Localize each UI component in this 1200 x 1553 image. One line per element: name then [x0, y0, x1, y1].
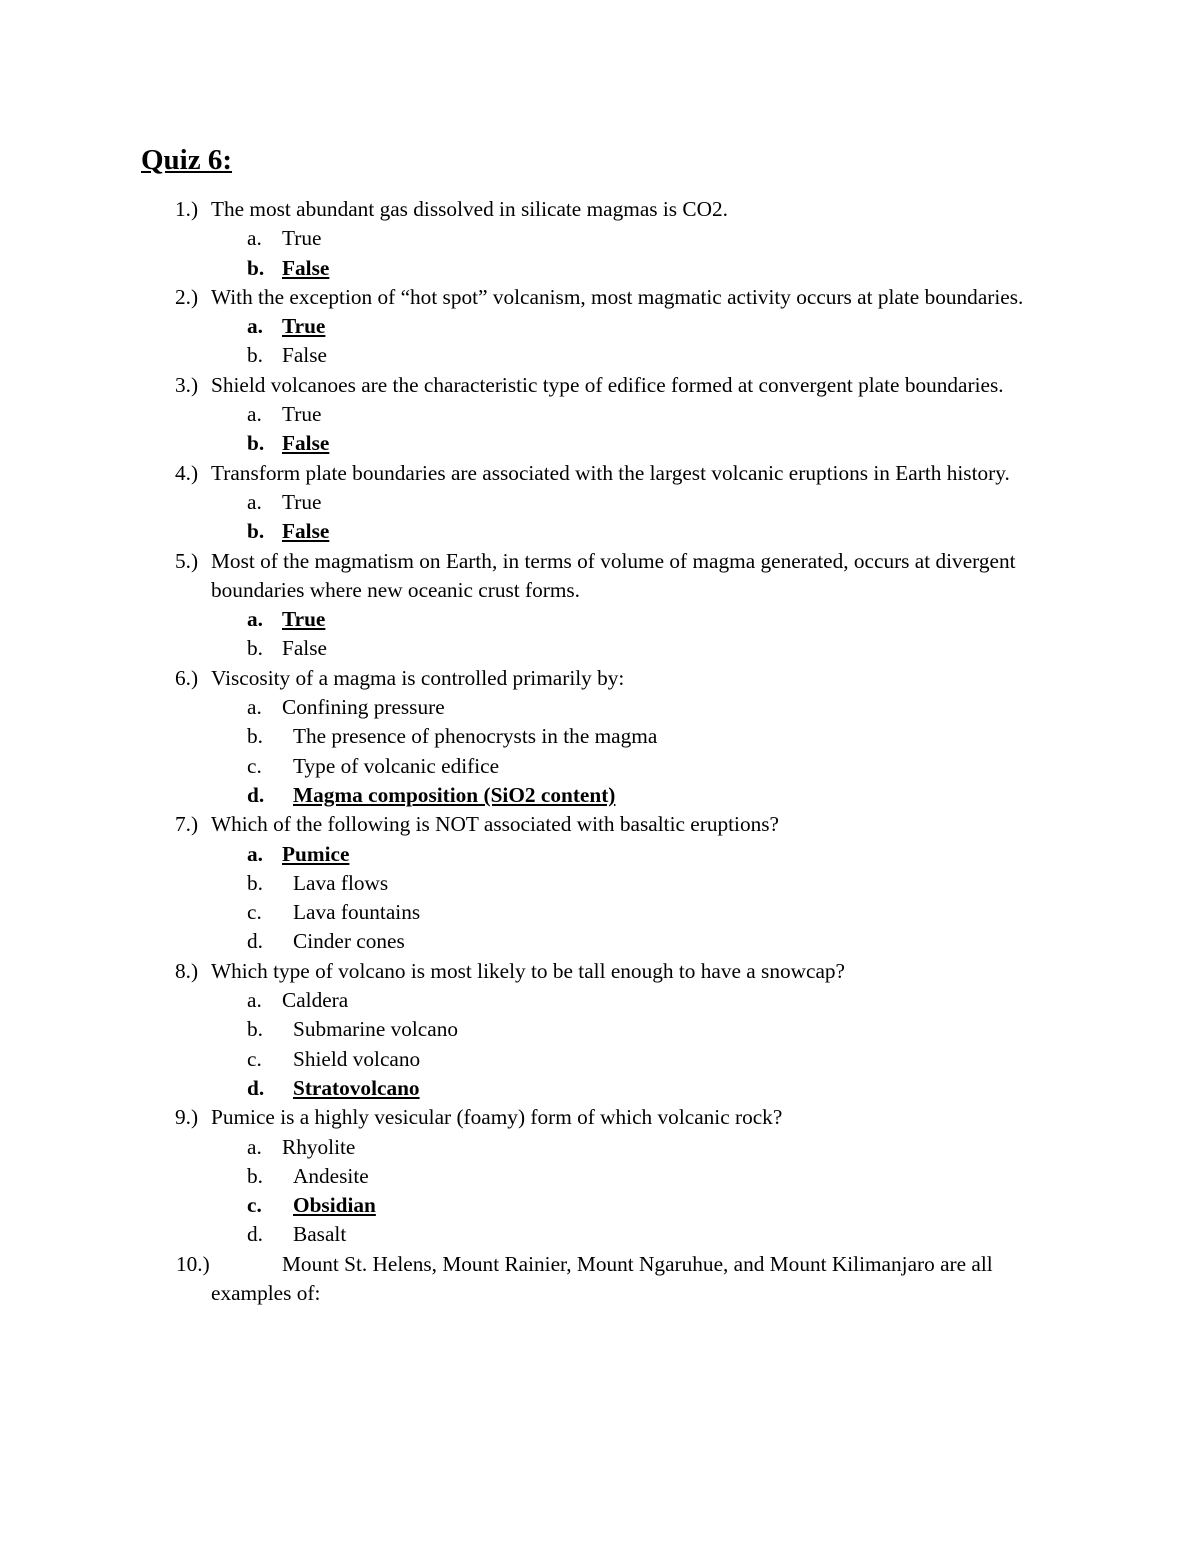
correct-answer: Pumice [282, 841, 350, 866]
option-letter: a. [247, 1134, 262, 1159]
answer-option [0, 1133, 1200, 1162]
option-text: Rhyolite [282, 1134, 356, 1159]
option-text: True [282, 226, 322, 251]
question-text: The most abundant gas dissolved in silicate magmas is CO2. [211, 197, 728, 221]
answer-option [0, 341, 1200, 370]
question-number: 1.) [175, 197, 199, 221]
option-letter: a. [247, 314, 263, 339]
answer-option [0, 898, 1200, 927]
question-1 [0, 195, 1061, 224]
question-text: With the exception of “hot spot” volcanism, most magmatic activity occurs at plate boundaries. [211, 284, 1024, 309]
answer-option [0, 254, 1200, 283]
answer-option [0, 488, 1200, 517]
question-3 [0, 371, 1061, 400]
option-letter: b. [247, 1017, 263, 1042]
option-letter: a. [247, 695, 262, 720]
question-text: Which of the following is NOT associated with basaltic eruptions? [211, 812, 779, 837]
answer-option [0, 781, 1200, 810]
option-text: False [282, 636, 327, 661]
question-10 [0, 1250, 1061, 1309]
option-letter: b. [247, 255, 265, 280]
option-text: Shield volcano [293, 1046, 421, 1071]
option-letter: c. [247, 900, 262, 925]
correct-answer: False [282, 255, 330, 280]
correct-answer: Magma composition (SiO2 content) [293, 782, 616, 807]
answer-option [0, 1015, 1200, 1044]
option-letter: c. [247, 753, 262, 778]
answer-option [0, 1191, 1200, 1220]
answer-option [0, 634, 1200, 663]
option-letter: c. [247, 1193, 262, 1218]
option-text: False [282, 343, 327, 368]
option-letter: b. [247, 870, 263, 895]
option-text: Confining pressure [282, 695, 445, 720]
question-number: 4.) [175, 460, 199, 485]
answer-option [0, 429, 1200, 458]
question-6 [0, 664, 1061, 693]
option-text: Lava flows [293, 870, 389, 895]
answer-option [0, 1162, 1200, 1191]
question-text: Transform plate boundaries are associated with the largest volcanic eruptions in Earth history. [211, 460, 1010, 485]
answer-option [0, 1074, 1200, 1103]
answer-option [0, 986, 1200, 1015]
option-letter: a. [247, 841, 263, 866]
question-number: 7.) [175, 812, 199, 837]
question-number: 2.) [175, 284, 199, 309]
question-text: Pumice is a highly vesicular (foamy) form of which volcanic rock? [211, 1105, 783, 1130]
question-number: 6.) [175, 665, 199, 690]
option-letter: b. [247, 636, 263, 661]
option-text: Type of volcanic edifice [293, 753, 500, 778]
option-letter: b. [247, 519, 265, 544]
option-letter: a. [247, 226, 262, 251]
option-letter: b. [247, 1163, 263, 1188]
answer-option [0, 224, 1200, 253]
answer-option [0, 752, 1200, 781]
question-text: Most of the magmatism on Earth, in terms of volume of magma generated, occurs at divergent boundaries where new oceanic crust forms. [211, 548, 1016, 602]
question-9 [0, 1103, 1061, 1132]
correct-answer: Obsidian [293, 1193, 376, 1218]
question-7 [0, 810, 1061, 839]
answer-option [0, 927, 1200, 956]
correct-answer: True [282, 607, 326, 632]
answer-option [0, 1045, 1200, 1074]
option-text: Cinder cones [293, 929, 405, 954]
question-text: Mount St. Helens, Mount Rainier, Mount Ngaruhue, and Mount Kilimanjaro are all examples of: [211, 1251, 993, 1305]
option-letter: b. [247, 724, 263, 749]
option-text: True [282, 402, 322, 427]
option-letter: a. [247, 607, 263, 632]
option-letter: a. [247, 489, 262, 514]
question-number: 8.) [175, 958, 199, 983]
question-2 [0, 283, 1061, 312]
question-text: Which type of volcano is most likely to be tall enough to have a snowcap? [211, 958, 846, 983]
option-text: Submarine volcano [293, 1017, 459, 1042]
question-list [0, 195, 1200, 1308]
answer-option [0, 605, 1200, 634]
answer-option [0, 722, 1200, 751]
option-letter: b. [247, 431, 265, 456]
question-8 [0, 957, 1061, 986]
question-text: Shield volcanoes are the characteristic type of edifice formed at convergent plate boundaries. [211, 372, 1004, 397]
answer-option [0, 312, 1200, 341]
question-4 [0, 459, 1061, 488]
option-text: Caldera [282, 988, 349, 1013]
question-text: Viscosity of a magma is controlled primarily by: [211, 665, 625, 690]
answer-option [0, 840, 1200, 869]
answer-option [0, 517, 1200, 546]
option-letter: a. [247, 402, 262, 427]
option-letter: a. [247, 988, 262, 1013]
option-text: Lava fountains [293, 900, 421, 925]
option-text: True [282, 489, 322, 514]
quiz-title: Quiz 6: [141, 144, 233, 176]
correct-answer: False [282, 431, 330, 456]
option-letter: b. [247, 343, 263, 368]
option-letter: d. [247, 1075, 265, 1100]
question-number: 9.) [175, 1105, 199, 1130]
option-letter: d. [247, 782, 265, 807]
option-letter: c. [247, 1046, 262, 1071]
correct-answer: True [282, 314, 326, 339]
option-letter: d. [247, 1222, 263, 1247]
option-text: The presence of phenocrysts in the magma [293, 724, 658, 749]
question-number: 10.) [176, 1251, 210, 1276]
option-text: Basalt [293, 1222, 347, 1247]
answer-option [0, 869, 1200, 898]
correct-answer: Stratovolcano [293, 1075, 420, 1100]
option-text: Andesite [293, 1163, 369, 1188]
answer-option [0, 400, 1200, 429]
question-number: 5.) [175, 548, 199, 573]
question-5 [0, 547, 1061, 606]
question-number: 3.) [175, 372, 199, 397]
option-letter: d. [247, 929, 263, 954]
correct-answer: False [282, 519, 330, 544]
answer-option [0, 1220, 1200, 1249]
answer-option [0, 693, 1200, 722]
